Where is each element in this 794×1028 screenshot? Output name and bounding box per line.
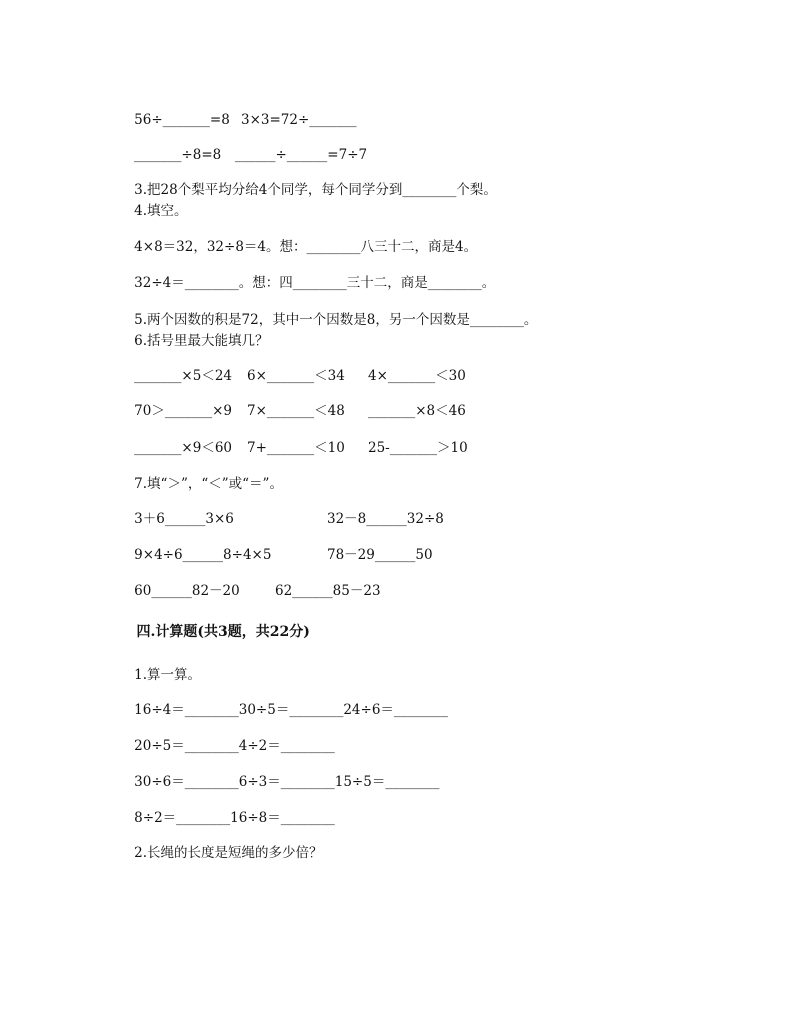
question-6-title: 6.括号里最大能填几？: [134, 333, 269, 349]
calc-row: 16÷4＝________30÷5＝________24÷6＝________: [134, 702, 448, 718]
inequality: 7+_______＜10: [247, 440, 345, 456]
calc-row: 8÷2＝________16÷8＝________: [134, 810, 335, 826]
inequality: 25-_______＞10: [368, 440, 468, 456]
question-2-title: 2.长绳的长度是短绳的多少倍？: [134, 845, 323, 861]
comparison: 32－8______32÷8: [327, 511, 444, 527]
inequality: 70＞_______×9: [134, 403, 233, 419]
comparison: 9×4÷6______8÷4×5: [134, 547, 272, 563]
comparison: 60______82－20: [134, 583, 240, 599]
comparison: 62______85－23: [275, 583, 381, 599]
question-5: 5.两个因数的积是72，其中一个因数是8，另一个因数是________。: [134, 312, 538, 328]
comparison: 78－29______50: [327, 547, 433, 563]
calc-row: 20÷5＝________4÷2＝________: [134, 738, 335, 754]
equation: 3×3=72÷_______: [241, 112, 357, 128]
inequality: _______×5＜24: [134, 368, 233, 384]
inequality: 6×_______＜34: [247, 368, 345, 384]
inequality: 4×_______＜30: [368, 368, 466, 384]
inequality: 7×_______＜48: [247, 403, 345, 419]
equation: ______÷______=7÷7: [235, 147, 368, 163]
question-1-title: 1.算一算。: [134, 667, 202, 683]
comparison: 3＋6______3×6: [134, 511, 234, 527]
question-4-line-2: 32÷4＝________。想：四________三十二，商是________。: [134, 275, 496, 291]
calc-row: 30÷6＝________6÷3＝________15÷5＝________: [134, 774, 440, 790]
inequality: _______×9＜60: [134, 440, 233, 456]
question-4-line-1: 4×8＝32，32÷8＝4。想：________八三十二，商是4。: [134, 239, 478, 255]
question-7-title: 7.填“＞”，“＜”或“＝”。: [134, 476, 283, 492]
section-heading: 四.计算题(共3题，共22分): [136, 624, 310, 640]
equation: 56÷_______=8: [134, 112, 230, 128]
question-4-title: 4.填空。: [134, 203, 188, 219]
equation: _______÷8=8: [134, 147, 222, 163]
question-3: 3.把28个梨平均分给4个同学，每个同学分到________个梨。: [134, 182, 497, 198]
inequality: _______×8＜46: [368, 403, 466, 419]
